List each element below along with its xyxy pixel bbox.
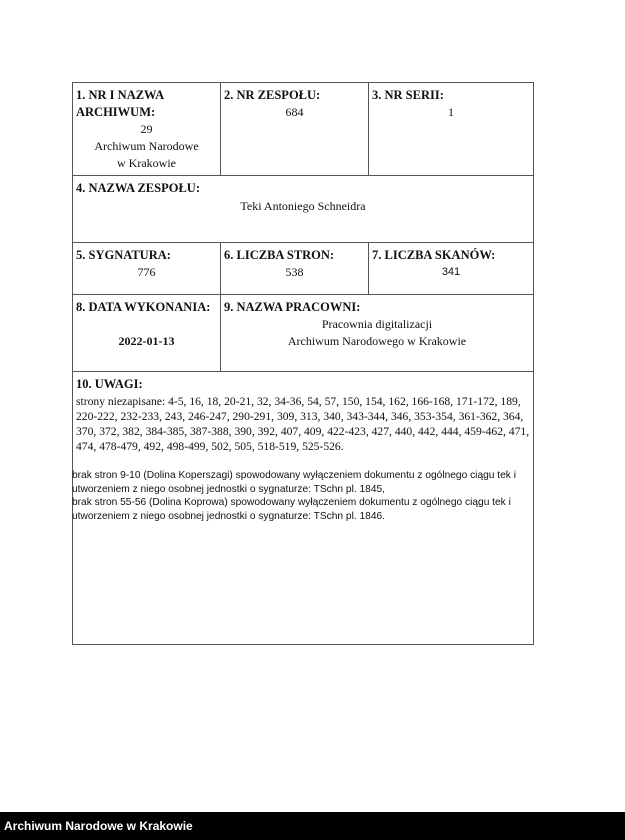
archive-name-line2: w Krakowie [117,156,176,170]
cell-series-number [369,83,534,176]
cell-archive [73,83,221,176]
signature-label: 5. SYGNATURA: [76,248,171,262]
workshop-value-line2: Archiwum Narodowego w Krakowie [287,334,467,348]
row-fonds-name [73,176,534,243]
blank-pages-text: strony niezapisane: 4-5, 16, 18, 20-21, 32, 34-36, 54, 57, 150, 154, 162, 166-168, 171-172, 189, 220-222, 232-233, 243, 246-247, 290-291, 309, 313, 340, 343-344, 346, 353-354, 361-362, 364, 370, 372, 382, 384-385, 387-388, 390, 392, 407, 409, 422-423, 427, 440, 442, 444, 459-462, 471, 474, 478-479, 492, 498-499, 502, 505, 518-519, 525-526. [76,395,530,453]
missing-pages-notes [72,469,530,523]
row-notes [73,372,534,645]
scan-count-label: 7. LICZBA SKANÓW: [372,248,496,262]
cell-fonds-number [221,83,369,176]
series-number-label: 3. NR SERII: [372,88,444,102]
cell-date [73,295,221,372]
cell-fonds-name [73,176,534,243]
date-value: 2022-01-13 [118,334,175,348]
workshop-value-line1: Pracownia digitalizacji [321,317,433,331]
scan-count-value: 341 [441,266,461,278]
archive-name-line1: Archiwum Narodowe [94,139,199,153]
row-archive [73,83,534,176]
archive-label-line1: 1. NR I NAZWA [76,88,165,102]
missing-pages-note-1-line1: brak stron 9-10 (Dolina Koperszagi) spowodowany wyłączeniem dokumentu z ogólnego ciągu tek i [72,470,516,481]
cell-scan-count [369,243,534,295]
cell-page-count [221,243,369,295]
metadata-form [72,82,534,645]
cell-notes [73,372,534,645]
archive-label-line2: ARCHIWUM: [76,105,156,119]
fonds-name-value: Teki Antoniego Schneidra [240,199,366,213]
metadata-sheet [72,82,533,645]
missing-pages-note-2-line2: utworzeniem z niego osobnej jednostki o sygnaturze: TSchn pl. 1846. [72,510,385,522]
cell-signature [73,243,221,295]
page-count-value: 538 [285,265,304,279]
date-label: 8. DATA WYKONANIA: [76,300,211,314]
footer-banner: Archiwum Narodowe w Krakowie [0,812,625,840]
fonds-number-value: 684 [285,105,304,119]
signature-value: 776 [137,265,156,279]
fonds-name-label: 4. NAZWA ZESPOŁU: [76,181,200,195]
archive-number: 29 [140,122,153,136]
notes-label: 10. UWAGI: [76,377,143,391]
cell-workshop [221,295,534,372]
missing-pages-note-2-line1: brak stron 55-56 (Dolina Koprowa) spowodowany wyłączeniem dokumentu z ogólnego ciągu tek i [72,497,511,508]
workshop-label: 9. NAZWA PRACOWNI: [224,300,361,314]
row-date-workshop [73,295,534,372]
series-number-value: 1 [448,105,454,119]
fonds-number-label: 2. NR ZESPOŁU: [224,88,321,102]
missing-pages-note-1-line2: utworzeniem z niego osobnej jednostki o sygnaturze: TSchn pl. 1845, [72,483,385,495]
row-counts [73,243,534,295]
page-count-label: 6. LICZBA STRON: [224,248,335,262]
